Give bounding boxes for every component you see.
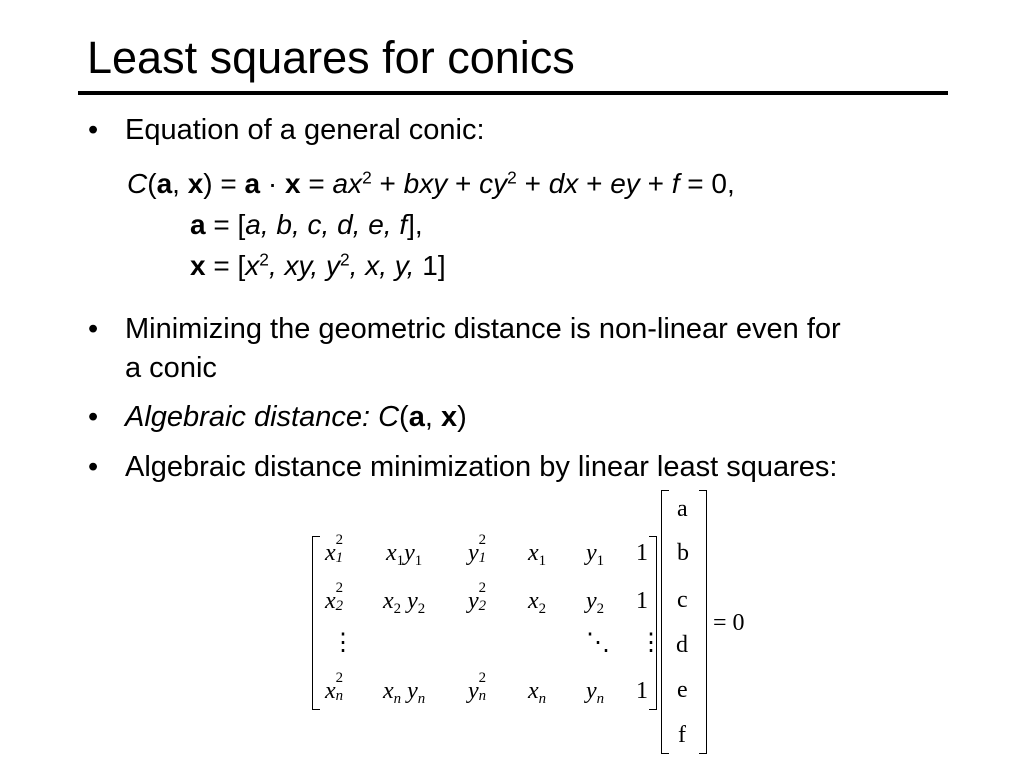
matrix-cell: $x_2$ $y_2$	[383, 588, 426, 617]
matrix-cell: $x_n$ $y_n$	[383, 678, 426, 707]
unknown-d: d	[676, 632, 688, 658]
matrix-cell: $y_1$	[586, 540, 605, 569]
matrix-cell: $y_n$	[586, 678, 605, 707]
bullet-marker: •	[88, 114, 99, 146]
matrix-cell: y 2 1	[468, 532, 487, 566]
bullet-marker: •	[88, 313, 99, 345]
unknown-b: b	[677, 540, 689, 566]
matrix-cell: $x_1$	[528, 540, 547, 569]
matrix-cell: 1	[636, 540, 648, 566]
unknown-a: a	[677, 496, 688, 522]
matrix-cell: $y_2$	[586, 588, 605, 617]
x-vector: $x = [x^2$, xy, $y^2$, x, y, 1]	[190, 249, 446, 281]
matrix-cell: 1	[636, 588, 648, 614]
matrix-right-bracket	[649, 536, 657, 710]
vector-right-bracket	[699, 490, 707, 754]
bullet-algebraic-distance: Algebraic distance: C(a, x)	[125, 401, 467, 433]
unknown-f: f	[678, 722, 686, 748]
unknown-c: c	[677, 587, 688, 613]
matrix-cell: $x_n$	[528, 678, 547, 707]
matrix-cell: 1	[636, 678, 648, 704]
matrix-cell: x 2 1	[325, 532, 344, 566]
slide-title: Least squares for conics	[87, 32, 575, 83]
vertical-ellipsis: ⋮	[331, 630, 355, 656]
equals-zero: = 0	[713, 610, 745, 636]
bullet-linear-least-squares: Algebraic distance minimization by linear least squares:	[125, 451, 838, 483]
matrix-cell: y 2 2	[468, 580, 487, 614]
matrix-cell: x 2 n	[325, 670, 344, 704]
vertical-ellipsis: ⋮	[639, 630, 663, 656]
unknown-e: e	[677, 677, 688, 703]
matrix-cell: x 2 2	[325, 580, 344, 614]
conic-equation: C(a, $x) = a \cdot x = ax^2$ + bxy + $cy^2$ + dx + ey + f = 0,	[127, 167, 735, 199]
title-underline	[78, 91, 948, 95]
bullet-marker: •	[88, 451, 99, 483]
a-vector: a = [a, b, c, d, e, f],	[190, 209, 423, 240]
matrix-cell: $x_2$	[528, 588, 547, 617]
matrix-cell: $x_1y_1$	[386, 540, 423, 569]
bullet-marker: •	[88, 401, 99, 433]
bullet-general-conic: Equation of a general conic:	[125, 114, 485, 146]
bullet-geometric-distance: Minimizing the geometric distance is non-linear even for	[125, 313, 841, 345]
matrix-left-bracket	[312, 536, 320, 710]
vector-left-bracket	[661, 490, 669, 754]
matrix-cell: y 2 n	[468, 670, 487, 704]
bullet-geometric-distance-cont: a conic	[125, 352, 217, 384]
diagonal-ellipsis: ⋱	[586, 630, 610, 656]
